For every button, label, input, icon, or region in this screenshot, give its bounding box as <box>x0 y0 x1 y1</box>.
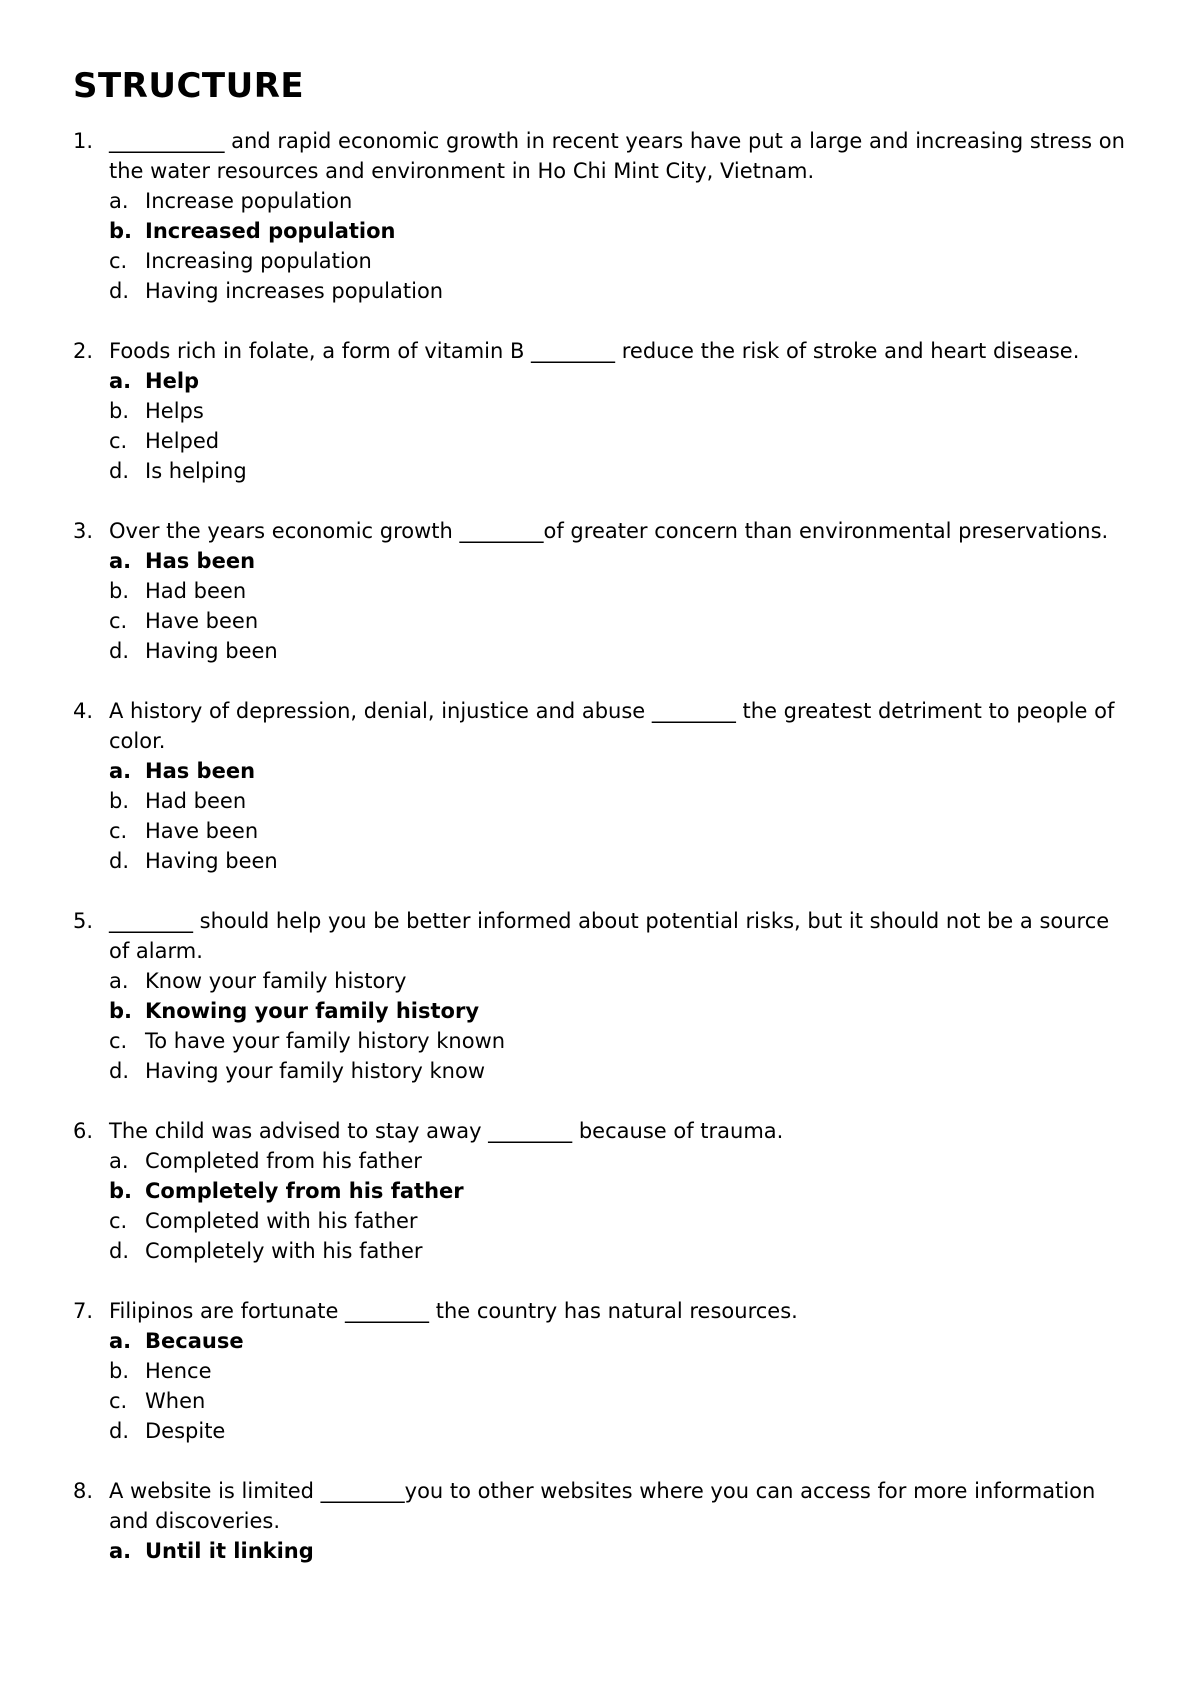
answer-option <box>109 246 1133 276</box>
option-text: Despite <box>145 1419 226 1443</box>
answer-option <box>109 606 1133 636</box>
answer-option-correct <box>109 546 1133 576</box>
answer-option <box>109 1026 1133 1056</box>
option-text: Has been <box>145 549 256 573</box>
spacer <box>73 666 1133 696</box>
spacer <box>73 1266 1133 1296</box>
question-text: The child was advised to stay away ________ because of trauma. <box>109 1119 784 1143</box>
option-text: Having been <box>145 849 278 873</box>
answer-option <box>109 1416 1133 1446</box>
answer-option <box>109 1146 1133 1176</box>
answer-option-correct <box>109 996 1133 1026</box>
option-text: Had been <box>145 579 247 603</box>
question-block <box>73 516 1133 696</box>
question-block <box>73 336 1133 516</box>
option-text: Have been <box>145 819 259 843</box>
question-block <box>73 126 1133 336</box>
option-text: Having been <box>145 639 278 663</box>
answer-option-correct <box>109 756 1133 786</box>
option-letter: c. <box>109 429 128 453</box>
question-block <box>73 906 1133 1116</box>
answer-options <box>73 1326 1133 1446</box>
option-letter: c. <box>109 249 128 273</box>
option-letter: a. <box>109 189 129 213</box>
question <box>73 336 1133 366</box>
question-text: Foods rich in folate, a form of vitamin B ________ reduce the risk of stroke and heart disease. <box>109 339 1080 363</box>
option-letter: d. <box>109 849 130 873</box>
answer-option <box>109 576 1133 606</box>
option-text: Know your family history <box>145 969 407 993</box>
answer-option-correct <box>109 216 1133 246</box>
answer-option <box>109 636 1133 666</box>
option-letter: b. <box>109 789 130 813</box>
option-text: Having increases population <box>145 279 444 303</box>
option-letter: d. <box>109 1239 130 1263</box>
option-text: Help <box>145 369 200 393</box>
spacer <box>73 486 1133 516</box>
option-letter: a. <box>109 759 132 783</box>
option-letter: c. <box>109 1029 128 1053</box>
option-text: Have been <box>145 609 259 633</box>
option-letter: b. <box>109 1359 130 1383</box>
question <box>73 1476 1133 1536</box>
option-letter: a. <box>109 969 129 993</box>
answer-option-correct <box>109 1536 1133 1566</box>
spacer <box>73 1446 1133 1476</box>
option-letter: d. <box>109 1419 130 1443</box>
option-letter: c. <box>109 1389 128 1413</box>
question-list <box>73 126 1133 1566</box>
question-text: ___________ and rapid economic growth in recent years have put a large and increasing stress on the water resources and environment in Ho Chi Mint City, Vietnam. <box>109 129 1132 183</box>
question-text: A history of depression, denial, injustice and abuse ________ the greatest detriment to people of color. <box>109 699 1122 753</box>
answer-options <box>109 966 1133 1086</box>
option-letter: d. <box>109 1059 130 1083</box>
option-text: Knowing your family history <box>145 999 480 1023</box>
option-text: Increase population <box>145 189 353 213</box>
option-text: To have your family history known <box>145 1029 506 1053</box>
answer-option <box>109 1236 1133 1266</box>
option-text: Completed from his father <box>145 1149 422 1173</box>
question-text: Over the years economic growth ________of greater concern than environmental preservations. <box>109 519 1109 543</box>
answer-options <box>73 1146 1133 1266</box>
document-page <box>73 66 1133 1566</box>
option-letter: b. <box>109 399 130 423</box>
answer-option-correct <box>109 1176 1133 1206</box>
option-text: Completed with his father <box>145 1209 418 1233</box>
answer-option <box>109 1356 1133 1386</box>
question-block <box>73 1116 1133 1296</box>
option-text: When <box>145 1389 206 1413</box>
option-text: Increasing population <box>145 249 372 273</box>
option-text: Had been <box>145 789 247 813</box>
question <box>73 516 1133 546</box>
answer-option <box>109 276 1133 306</box>
option-text: Helped <box>145 429 220 453</box>
answer-option <box>109 786 1133 816</box>
answer-option <box>109 396 1133 426</box>
answer-option <box>109 1386 1133 1416</box>
question-number: 2. <box>73 339 94 363</box>
option-letter: b. <box>109 219 133 243</box>
spacer <box>73 876 1133 906</box>
question-number: 1. <box>73 129 94 153</box>
option-letter: a. <box>109 1149 129 1173</box>
question <box>73 126 1133 186</box>
answer-option <box>109 456 1133 486</box>
question-text: A website is limited ________you to other websites where you can access for more information and discoveries. <box>109 1479 1103 1533</box>
option-letter: b. <box>109 579 130 603</box>
option-letter: d. <box>109 639 130 663</box>
question-number: 6. <box>73 1119 94 1143</box>
option-text: Increased population <box>145 219 396 243</box>
option-letter: c. <box>109 1209 128 1233</box>
option-text: Until it linking <box>145 1539 314 1563</box>
question-number: 3. <box>73 519 94 543</box>
answer-option <box>109 426 1133 456</box>
question <box>73 1296 1133 1326</box>
question-block <box>73 1296 1133 1476</box>
answer-option <box>109 846 1133 876</box>
option-letter: b. <box>109 999 133 1023</box>
option-text: Completely with his father <box>145 1239 423 1263</box>
question-block <box>73 1476 1133 1566</box>
answer-option <box>109 1056 1133 1086</box>
answer-option-correct <box>109 1326 1133 1356</box>
answer-option <box>109 816 1133 846</box>
answer-option <box>109 966 1133 996</box>
question-text: Filipinos are fortunate ________ the country has natural resources. <box>109 1299 798 1323</box>
option-letter: d. <box>109 279 130 303</box>
option-text: Has been <box>145 759 256 783</box>
answer-options <box>73 546 1133 666</box>
question-number: 7. <box>73 1299 94 1323</box>
question-number: 4. <box>73 699 94 723</box>
question-text: ________ should help you be better informed about potential risks, but it should not be a source of alarm. <box>109 909 1116 963</box>
page-title: STRUCTURE <box>73 66 305 106</box>
option-text: Completely from his father <box>145 1179 464 1203</box>
option-text: Helps <box>145 399 204 423</box>
option-letter: b. <box>109 1179 133 1203</box>
option-text: Because <box>145 1329 244 1353</box>
question-number: 5. <box>73 909 94 933</box>
option-letter: a. <box>109 1539 132 1563</box>
option-letter: a. <box>109 549 132 573</box>
question <box>73 696 1133 756</box>
answer-option-correct <box>109 366 1133 396</box>
answer-options <box>73 756 1133 876</box>
answer-option <box>109 1206 1133 1236</box>
question-block <box>73 696 1133 906</box>
answer-options <box>73 1536 1133 1566</box>
spacer <box>73 1086 1133 1116</box>
option-letter: c. <box>109 609 128 633</box>
option-text: Having your family history know <box>145 1059 486 1083</box>
question <box>73 906 1133 966</box>
option-letter: a. <box>109 369 132 393</box>
option-text: Hence <box>145 1359 212 1383</box>
question <box>73 1116 1133 1146</box>
answer-options <box>73 366 1133 486</box>
answer-option <box>109 186 1133 216</box>
spacer <box>73 306 1133 336</box>
option-letter: d. <box>109 459 130 483</box>
option-letter: c. <box>109 819 128 843</box>
question-number: 8. <box>73 1479 94 1503</box>
option-letter: a. <box>109 1329 132 1353</box>
option-text: Is helping <box>145 459 247 483</box>
answer-options <box>73 186 1133 306</box>
